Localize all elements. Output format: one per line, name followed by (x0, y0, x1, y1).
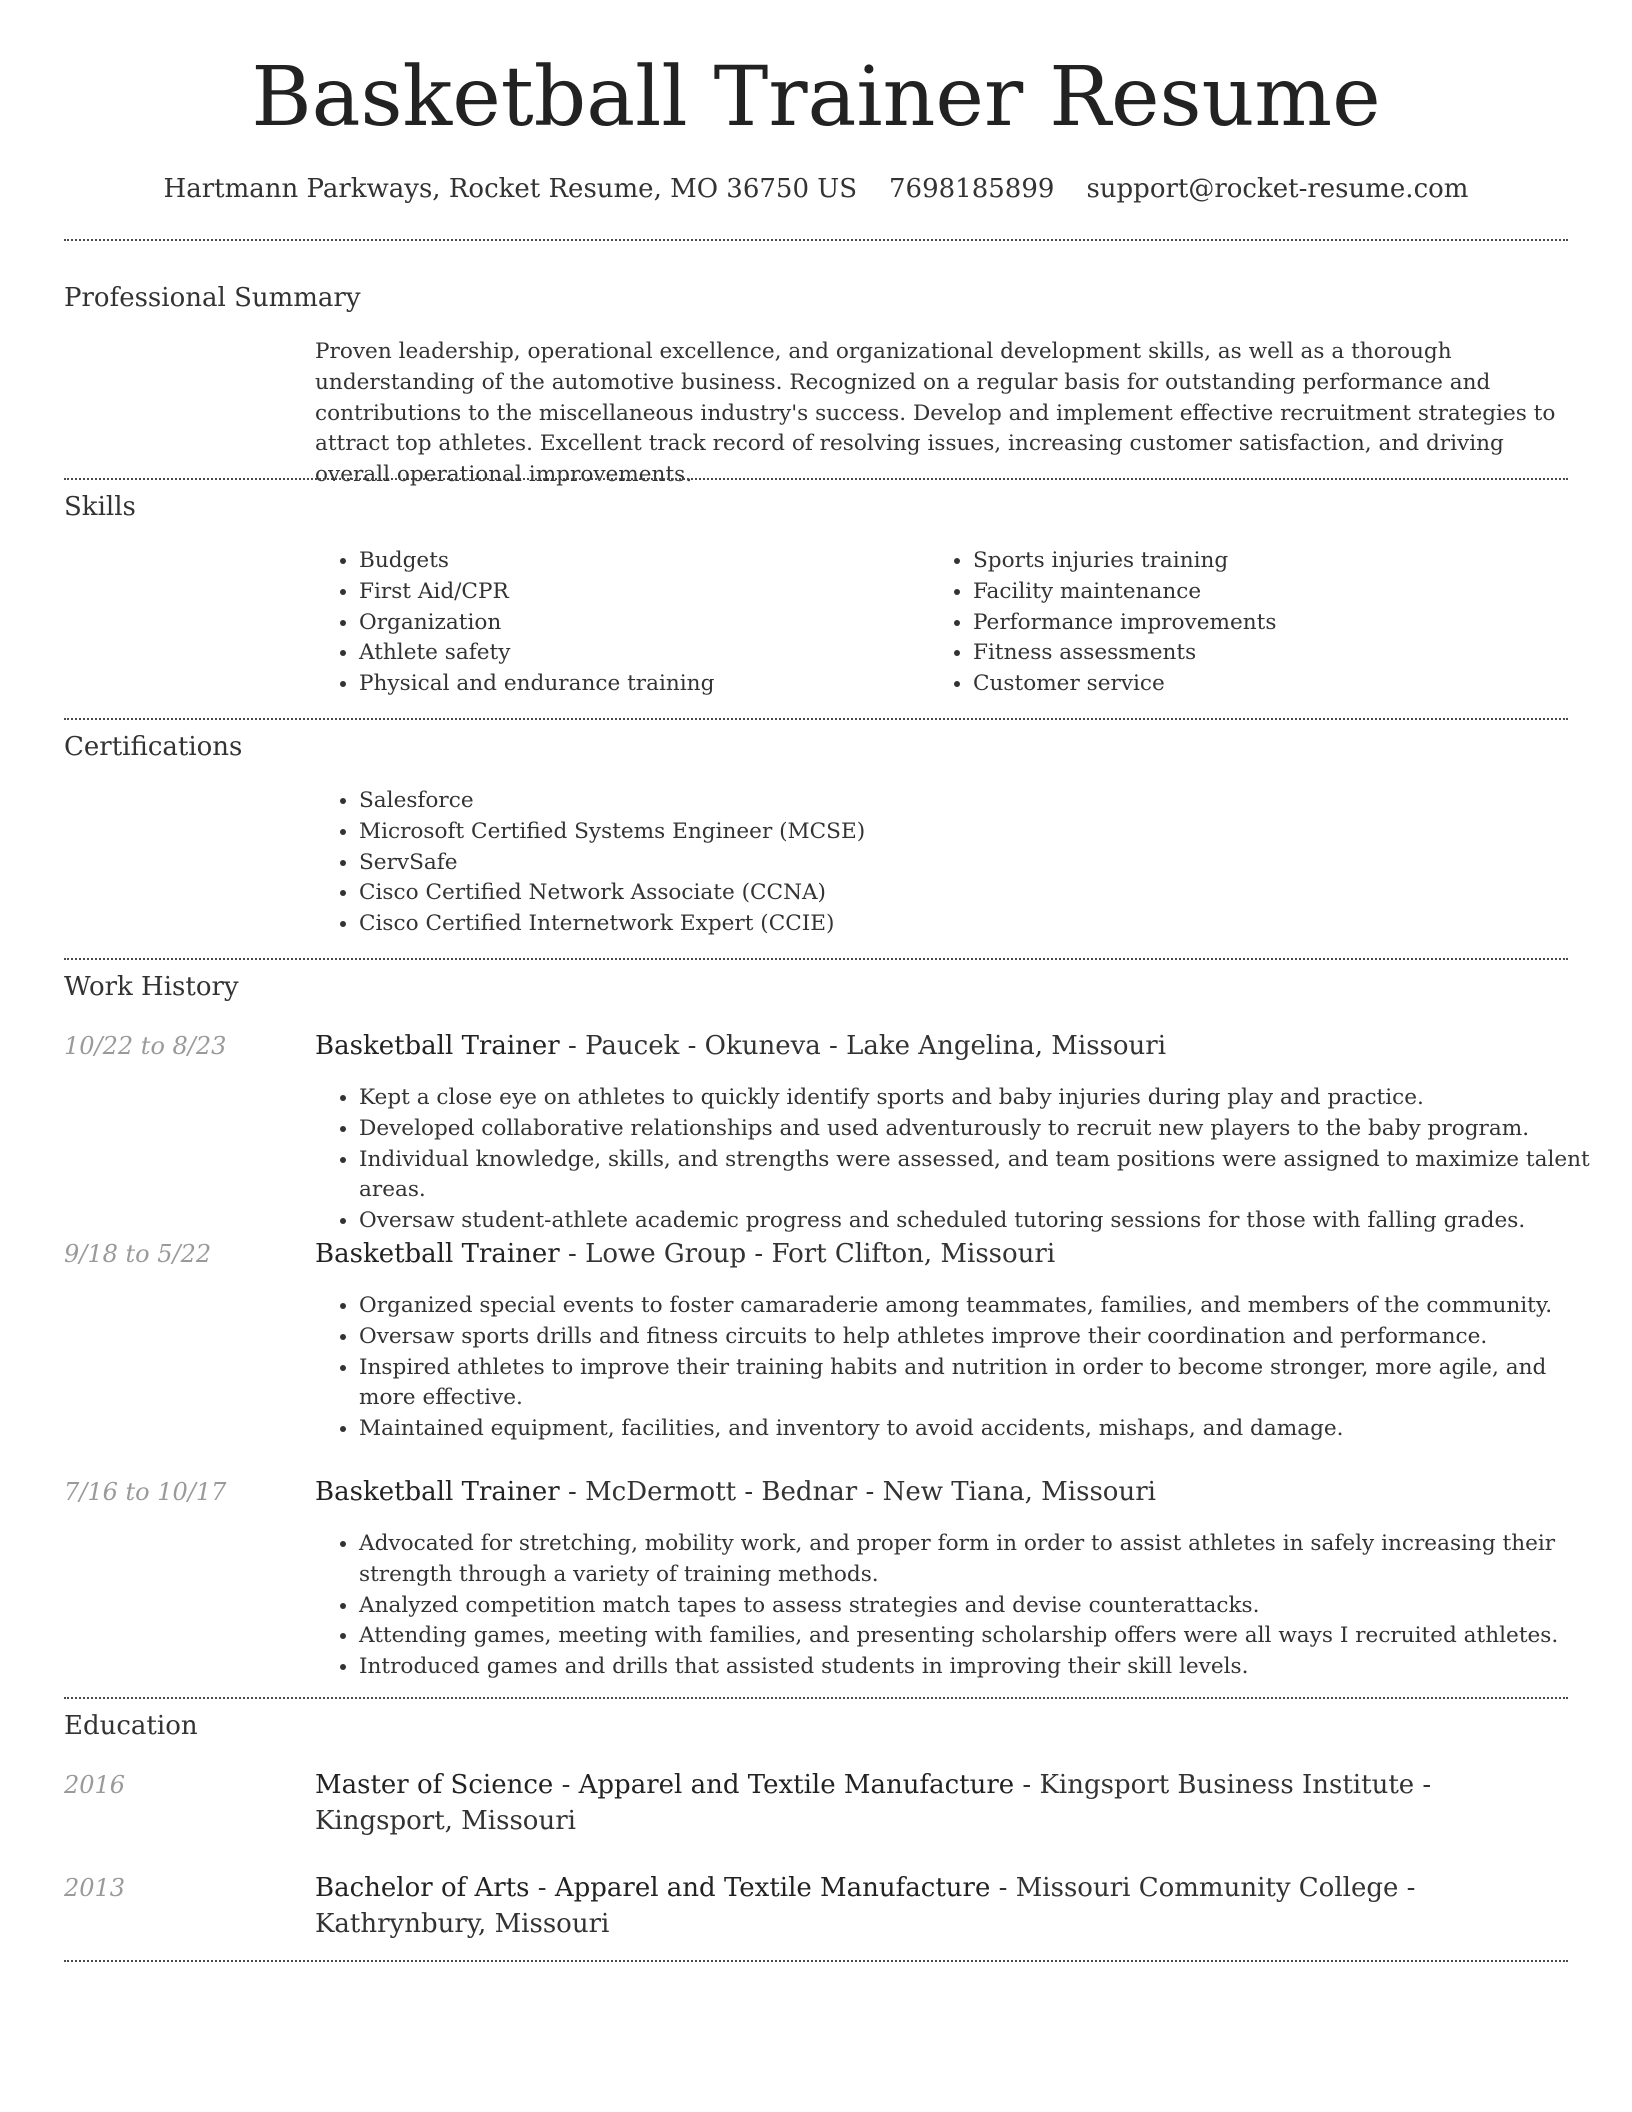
list-item: • Physical and endurance training (359, 669, 919, 700)
list-item: • Oversaw student-athlete academic progress and scheduled tutoring sessions for those with falling grades. (359, 1206, 1609, 1237)
section-divider (64, 718, 1568, 720)
list-item: • First Aid/CPR (359, 577, 919, 608)
section-divider (64, 1697, 1568, 1699)
resume-title: Basketball Trainer Resume (251, 50, 1381, 145)
job-bullets (315, 1083, 1609, 1237)
job-company: McDermott - Bednar (585, 1477, 858, 1507)
contact-address: Hartmann Parkways, Rocket Resume, MO 36750 US (163, 174, 858, 204)
education-degree: Bachelor of Arts (315, 1873, 530, 1903)
education-year: 2013 (64, 1874, 126, 1902)
summary-text: Proven leadership, operational excellence, and organizational development skills, as well as a thorough understanding of the automotive business. Recognized on a regular basis for outstanding performance and contributions to the miscellaneous industry's success. Develop and implement effective recruitment strategies to attract top athletes. Excellent track record of resolving issues, increasing customer satisfaction, and driving overall operational improvements. (315, 339, 1556, 488)
education-entry: Master of Science - Apparel and Textile Manufacture - Kingsport Business Institute - Kingsport, Missouri (315, 1770, 1432, 1836)
list-item: • Kept a close eye on athletes to quickly identify sports and baby injuries during play and practice. (359, 1083, 1609, 1114)
education-field: Apparel and Textile Manufacture (578, 1770, 1015, 1800)
education-heading: Education (64, 1711, 198, 1741)
summary-heading: Professional Summary (64, 283, 361, 313)
list-item: • Maintained equipment, facilities, and inventory to avoid accidents, mishaps, and damage. (359, 1414, 1609, 1445)
list-item: • Microsoft Certified Systems Engineer (MCSE) (359, 817, 1559, 848)
job-title: Basketball Trainer (315, 1239, 560, 1269)
list-item: • Introduced games and drills that assisted students in improving their skill levels. (359, 1652, 1609, 1683)
contact-email: support@rocket-resume.com (1086, 174, 1469, 204)
list-item: • Developed collaborative relationships and used adventurously to recruit new players to the baby program. (359, 1114, 1609, 1145)
list-item: • Facility maintenance (973, 577, 1573, 608)
list-item: • Cisco Certified Internetwork Expert (CCIE) (359, 909, 1559, 940)
education-location: Kathrynbury, Missouri (315, 1909, 610, 1939)
list-item: • Athlete safety (359, 638, 919, 669)
list-item: • Salesforce (359, 786, 1559, 817)
job-bullets (315, 1291, 1609, 1445)
list-item: • Organized special events to foster camaraderie among teammates, families, and members of the community. (359, 1291, 1609, 1322)
list-item: • Sports injuries training (973, 546, 1573, 577)
list-item: • Customer service (973, 669, 1573, 700)
education-year: 2016 (64, 1771, 126, 1799)
list-item: • Cisco Certified Network Associate (CCNA) (359, 878, 1559, 909)
education-school: Missouri Community College (1015, 1873, 1399, 1903)
section-divider (64, 1960, 1568, 1962)
work-history-heading: Work History (64, 972, 239, 1002)
job-title: Basketball Trainer (315, 1477, 560, 1507)
job-company: Paucek - Okuneva (585, 1031, 821, 1061)
section-divider (64, 478, 1568, 480)
list-item: • Performance improvements (973, 608, 1573, 639)
job-title: Basketball Trainer (315, 1031, 560, 1061)
list-item: • Fitness assessments (973, 638, 1573, 669)
job-company: Lowe Group (585, 1239, 747, 1269)
list-item: • Individual knowledge, skills, and strengths were assessed, and team positions were assigned to maximize talent areas. (359, 1145, 1609, 1207)
certifications-heading: Certifications (64, 732, 243, 762)
list-item: • Attending games, meeting with families, and presenting scholarship offers were all ways I recruited athletes. (359, 1621, 1609, 1652)
contact-line (0, 172, 1632, 206)
list-item: • Inspired athletes to improve their training habits and nutrition in order to become stronger, more agile, and more effective. (359, 1353, 1609, 1415)
job-heading: Basketball Trainer - Paucek - Okuneva - Lake Angelina, Missouri (315, 1031, 1167, 1061)
job-location: Lake Angelina, Missouri (846, 1031, 1167, 1061)
job-location: Fort Clifton, Missouri (771, 1239, 1056, 1269)
job-location: New Tiana, Missouri (882, 1477, 1156, 1507)
job-heading: Basketball Trainer - Lowe Group - Fort Clifton, Missouri (315, 1239, 1056, 1269)
contact-phone: 7698185899 (889, 174, 1055, 204)
list-item: • Organization (359, 608, 919, 639)
list-item: • Budgets (359, 546, 919, 577)
job-dates: 7/16 to 10/17 (64, 1478, 227, 1506)
list-item: • Advocated for stretching, mobility work, and proper form in order to assist athletes in safely increasing their strength through a variety of training methods. (359, 1529, 1609, 1591)
list-item: • ServSafe (359, 848, 1559, 879)
skills-list-left (315, 546, 919, 700)
education-entry: Bachelor of Arts - Apparel and Textile Manufacture - Missouri Community College - Kathrynbury, Missouri (315, 1873, 1416, 1939)
certifications-list (315, 786, 1559, 940)
section-divider (64, 958, 1568, 960)
job-bullets (315, 1529, 1609, 1683)
list-item: • Analyzed competition match tapes to assess strategies and devise counterattacks. (359, 1591, 1609, 1622)
section-divider (64, 239, 1568, 241)
job-dates: 9/18 to 5/22 (64, 1240, 212, 1268)
education-field: Apparel and Textile Manufacture (554, 1873, 991, 1903)
education-location: Kingsport, Missouri (315, 1806, 576, 1836)
education-degree: Master of Science (315, 1770, 554, 1800)
list-item: • Oversaw sports drills and fitness circuits to help athletes improve their coordination and performance. (359, 1322, 1609, 1353)
education-school: Kingsport Business Institute (1039, 1770, 1415, 1800)
skills-heading: Skills (64, 492, 136, 522)
job-dates: 10/22 to 8/23 (64, 1032, 227, 1060)
job-heading: Basketball Trainer - McDermott - Bednar - New Tiana, Missouri (315, 1477, 1156, 1507)
skills-list-right (929, 546, 1573, 700)
